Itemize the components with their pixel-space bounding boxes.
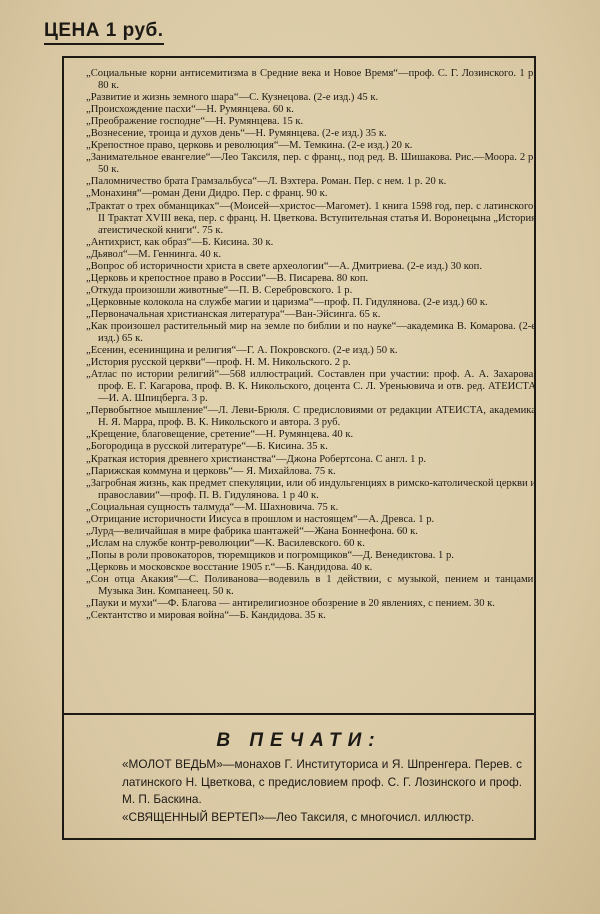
book-entry: „Паломничество брата Грамзальбуса“—Л. Вэхтера. Роман. Пер. с нем. 1 р. 20 к.	[86, 176, 447, 188]
book-entry: „Краткая история древнего христианства“—Джона Робертсона. С англ. 1 р.	[86, 453, 427, 465]
book-entry: „Социальная сущность талмуда“—М. Шахновича. 75 к.	[86, 501, 339, 513]
book-entry: „Сектантство и мировая война“—Б. Кандидова. 35 к.	[86, 610, 326, 622]
book-entry: „Богородица в русской литературе“—Б. Кисина. 35 к.	[86, 441, 328, 453]
book-entry: „Развитие и жизнь земного шара“—С. Кузнецова. (2-е изд.) 45 к.	[86, 92, 379, 104]
book-entry: „Попы в роли провокаторов, тюремщиков и погромщиков“—Д. Венедиктова. 1 р.	[86, 549, 454, 561]
book-entry: „Парижская коммуна и церковь“— Я. Михайлова. 75 к.	[86, 465, 336, 477]
book-entry: „Происхождение пасхи“—Н. Румянцева. 60 к.	[86, 104, 294, 116]
book-entry: „Церковь и московское восстание 1905 г.“—Б. Кандидова. 40 к.	[86, 561, 373, 573]
book-entry: „Монахиня“—роман Дени Дидро. Пер. с франц. 90 к.	[86, 188, 328, 200]
book-entry: „Первобытное мышление“—Л. Леви-Брюля. С предисловиями от редакции АТЕИСТА, академика Н. Я. Марра, проф. В. К. Никольского и автора. 3 руб.	[86, 405, 536, 429]
book-entry: „Лурд—величайшая в мире фабрика шантажей“—Жана Боннефона. 60 к.	[86, 525, 418, 537]
book-entry: „Атлас по истории религий“—568 иллюстраций. Составлен при участии: проф. А. А. Захарова, проф. Е. Г. Кагарова, проф. В. К. Никольского, доцента С. Л. Уреньювича и отв. ред. АТЕИСТА—И. А. Шпицберга. 3 р.	[86, 369, 536, 405]
book-list	[86, 68, 536, 622]
book-entry: „Церковные колокола на службе магии и царизма“—проф. П. Гидулянова. (2-е изд.) 60 к.	[86, 296, 488, 308]
book-entry: „Вопрос об историчности христа в свете археологии“—А. Дмитриева. (2-е изд.) 30 коп.	[86, 260, 482, 272]
in-print-item: «СВЯЩЕННЫЙ ВЕРТЕП»—Лео Таксиля, с многочисл. иллюстр.	[122, 809, 475, 824]
book-entry: „Сон отца Акакия“—С. Поливанова—водевиль в 1 действии, с музыкой, пением и танцами. Музыка Зин. Компанеец. 50 к.	[86, 573, 536, 598]
in-print-list	[122, 756, 522, 826]
book-entry: „Социальные корни антисемитизма в Средние века и Новое Время“—проф. С. Г. Лозинского. 1 р. 80 к.	[86, 68, 536, 92]
book-entry: „Дьявол“—М. Геннинга. 40 к.	[86, 248, 222, 260]
book-entry: „Крепостное право, церковь и революция“—М. Темкина. (2-е изд.) 20 к.	[86, 140, 413, 152]
book-entry: „Первоначальная христианская литература“—Ван-Эйсинга. 65 к.	[86, 308, 381, 320]
book-entry: „Как произошел растительный мир на земле по библии и по науке“—академика В. Комарова. (2-е изд.) 65 к.	[86, 320, 536, 345]
in-print-item: «МОЛОТ ВЕДЬМ»—монахов Г. Институториса и Я. Шпренгера. Перев. с латинского Н. Цветкова, с предисловием проф. С. Г. Лозинского и проф. М. П. Баскина.	[122, 757, 522, 807]
section-divider	[62, 713, 536, 715]
book-entry: „Трактат о трех обманщиках“—(Моисей—христос—Магомет). 1 книга 1598 год, пер. с латинского. II Трактат XVIII века, пер. с франц. Н. Цветкова. Вступительная статья И. Воронецына „История атеистической книги“. 75 к.	[86, 200, 536, 236]
book-entry: „Есенин, есенинщина и религия“—Г. А. Покровского. (2-е изд.) 50 к.	[86, 345, 398, 357]
book-entry: „Преображение господне“—Н. Румянцева. 15 к.	[86, 116, 304, 128]
book-entry: „Церковь и крепостное право в России“—В. Писарева. 80 коп.	[86, 272, 369, 284]
book-entry: „Загробная жизнь, как предмет спекуляции, или об индульгенциях в римско-католической церкви и православии“—проф. П. В. Гидулянова. 1 р 40 к.	[86, 477, 536, 501]
book-entry: „Откуда произошли животные“—П. В. Серебровского. 1 р.	[86, 284, 353, 296]
price-label: ЦЕНА 1 руб.	[44, 20, 164, 45]
book-entry: „История русской церкви“—проф. Н. М. Никольского. 2 р.	[86, 357, 351, 369]
book-entry: „Крещение, благовещение, сретение“—Н. Румянцева. 40 к.	[86, 429, 354, 441]
book-entry: „Вознесение, троица и духов день“—Н. Румянцева. (2-е изд.) 35 к.	[86, 128, 387, 140]
book-entry: „Ислам на службе контр-революции“—К. Василевского. 60 к.	[86, 537, 365, 549]
book-entry: „Занимательное евангелие“—Лео Таксиля, пер. с франц., под ред. В. Шишакова. Рис.—Моора. 2 р. 50 к.	[86, 152, 536, 176]
book-entry: „Отрицание историчности Иисуса в прошлом и настоящем“—А. Древса. 1 р.	[86, 513, 435, 525]
book-entry: „Антихрист, как образ“—Б. Кисина. 30 к.	[86, 236, 274, 248]
in-print-heading: В ПЕЧАТИ:	[216, 730, 382, 751]
book-entry: „Пауки и мухи“—Ф. Благова — антирелигиозное обозрение в 20 явлениях, с пением. 30 к.	[86, 598, 495, 610]
